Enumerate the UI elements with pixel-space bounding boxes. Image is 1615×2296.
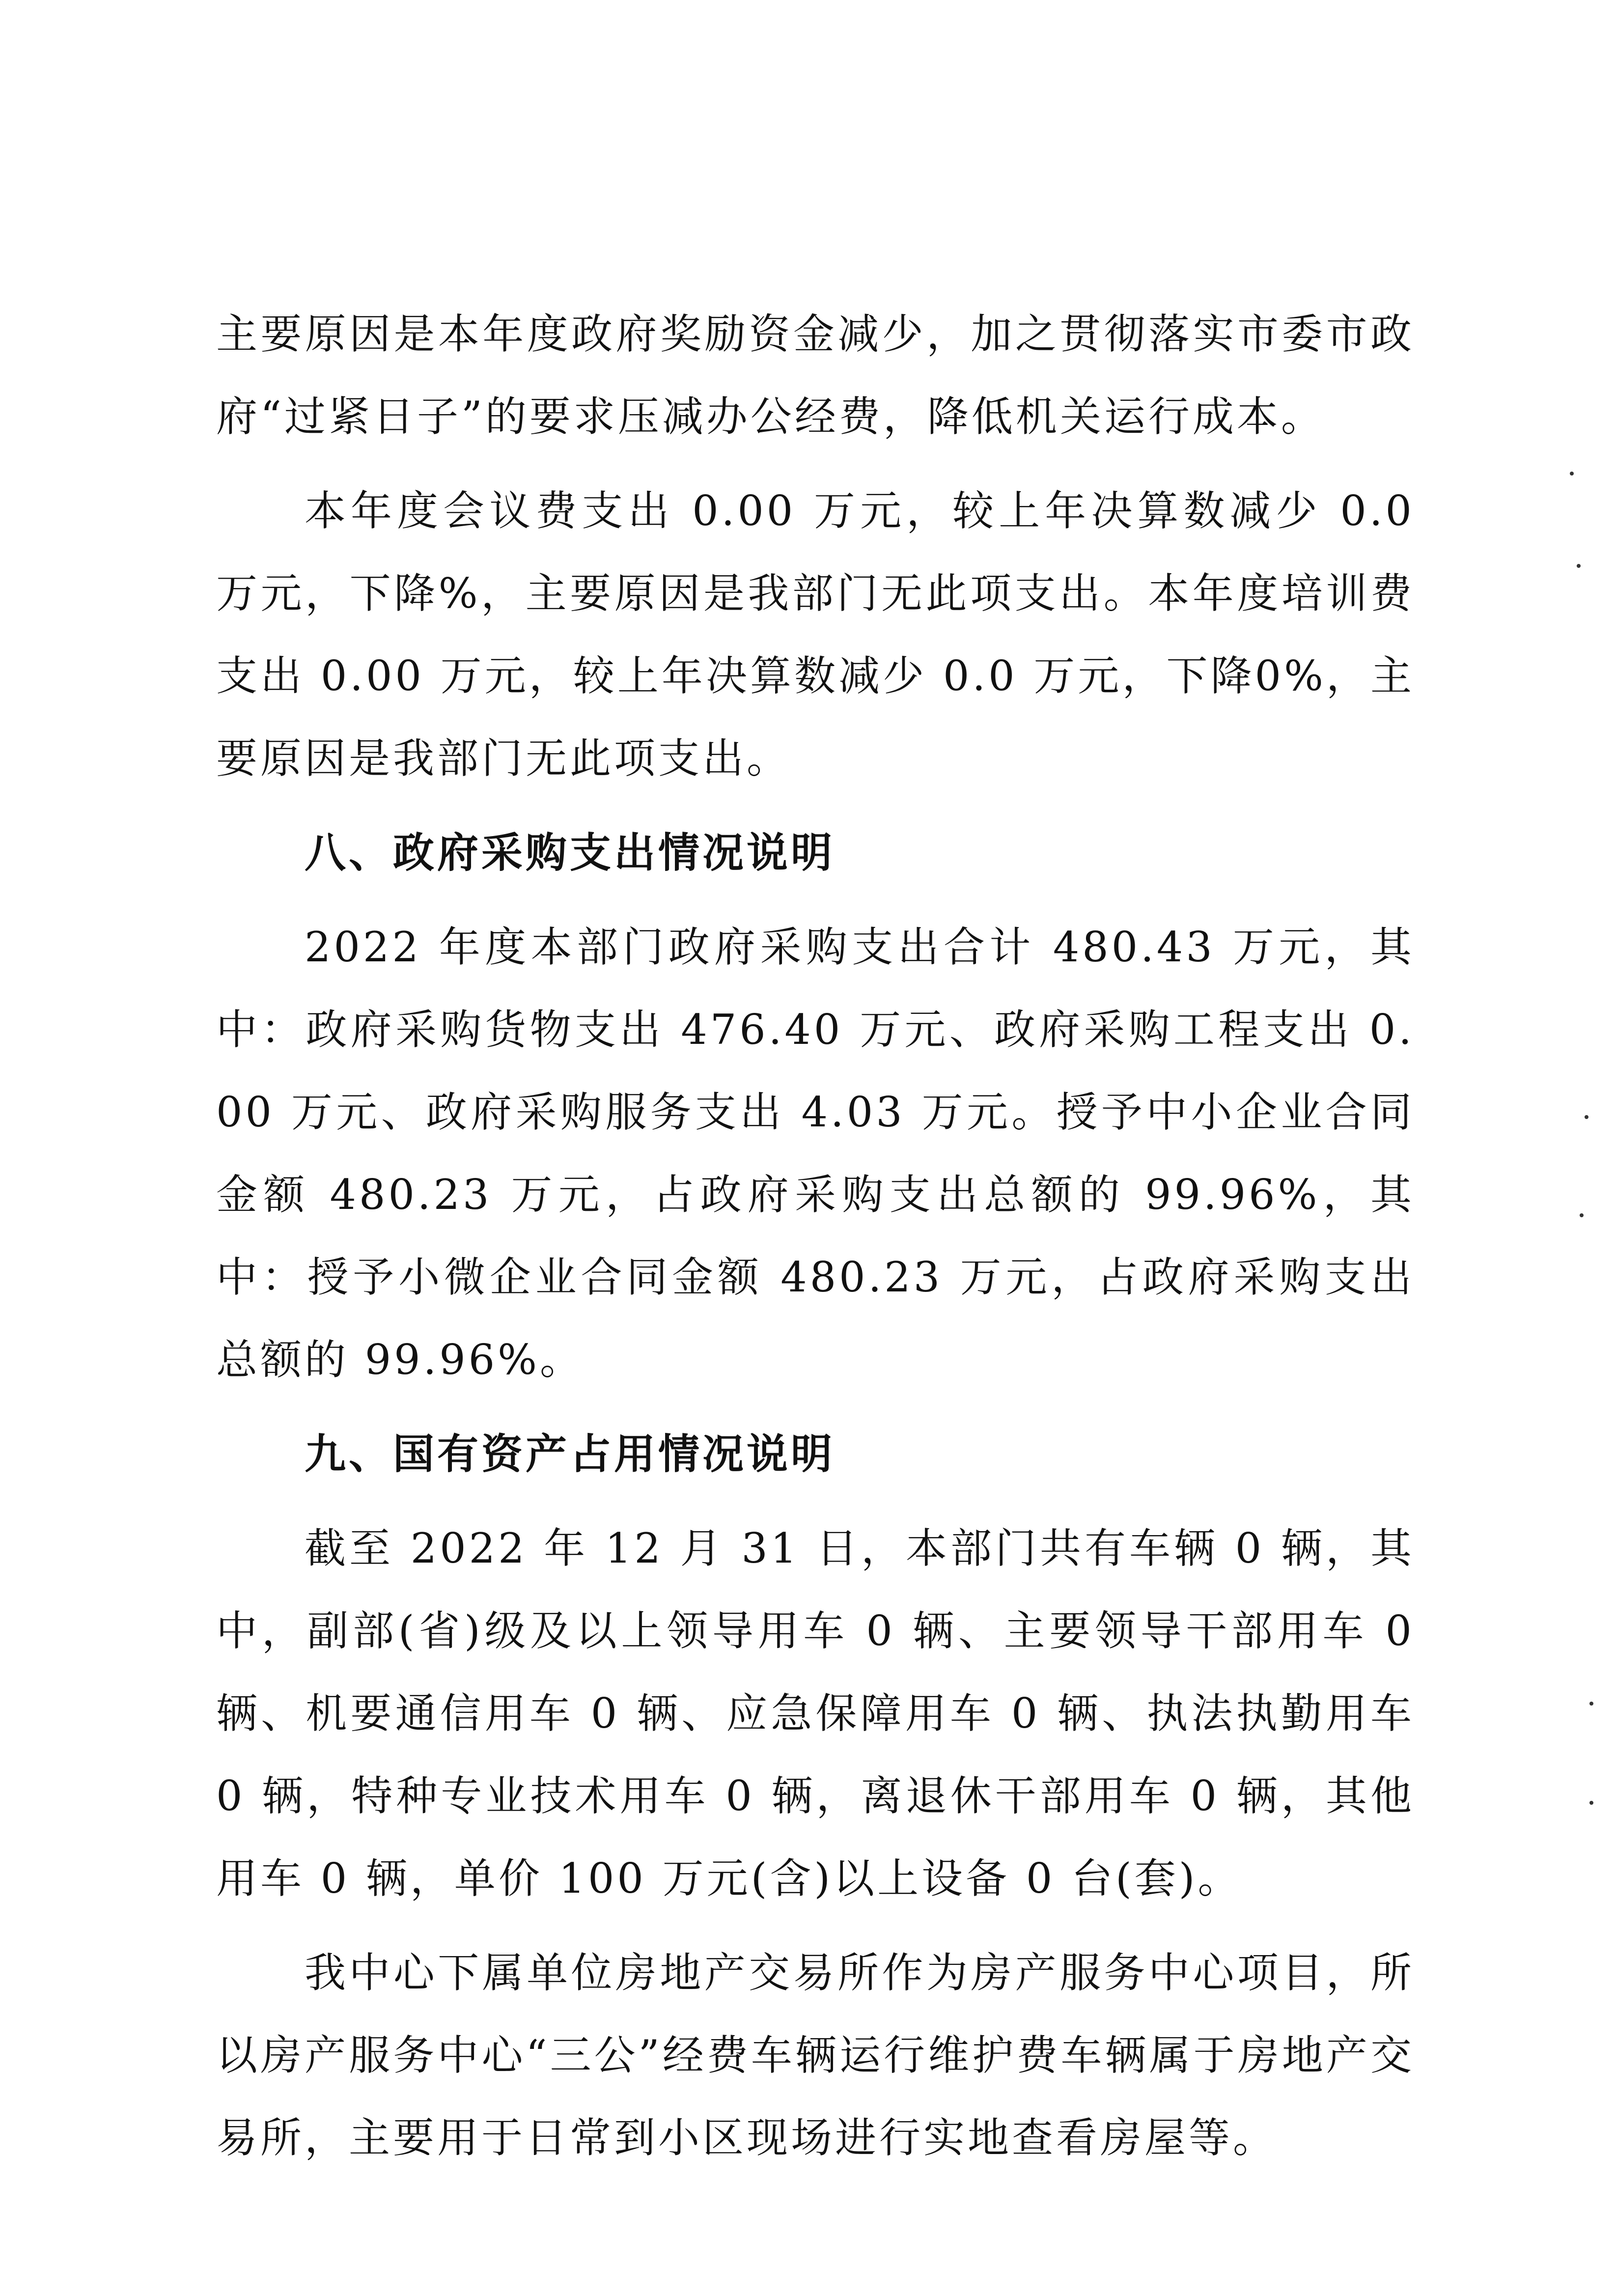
document-body (216, 293, 1415, 2179)
paragraph-meeting-training-fees: 本年度会议费支出 0.00 万元，较上年决算数减少 0.0 万元，下降%，主要原因是我部门无此项支出。本年度培训费支出 0.00 万元，较上年决算数减少 0.0 万元，下降0%，主要原因是我部门无此项支出。 (216, 487, 1415, 783)
scan-speck (1570, 472, 1574, 476)
scan-speck (1589, 1702, 1593, 1706)
paragraph-housing-center: 我中心下属单位房地产交易所作为房产服务中心项目，所以房产服务中心“三公”经费车辆运行维护费车辆属于房地产交易所，主要用于日常到小区现场进行实地查看房屋等。 (216, 1949, 1415, 2162)
scan-speck (1580, 1213, 1584, 1217)
scan-speck (1577, 564, 1581, 568)
paragraph-procurement: 2022 年度本部门政府采购支出合计 480.43 万元，其中：政府采购货物支出 476.40 万元、政府采购工程支出 0.00 万元、政府采购服务支出 4.03 万元。授予中小企业合同金额 480.23 万元，占政府采购支出总额的 99.96%，其中：授予小微企业合同金额 480.23 万元，占政府采购支出总额的 99.96%。 (216, 923, 1415, 1384)
section-heading-procurement: 八、政府采购支出情况说明 (305, 829, 835, 877)
scan-speck (1589, 1801, 1593, 1805)
section-heading-state-assets: 九、国有资产占用情况说明 (305, 1430, 835, 1478)
paragraph-continuation: 主要原因是本年度政府奖励资金减少，加之贯彻落实市委市政府“过紧日子”的要求压减办公经费，降低机关运行成本。 (216, 310, 1415, 441)
scan-speck (1585, 1115, 1588, 1119)
paragraph-vehicles: 截至 2022 年 12 月 31 日，本部门共有车辆 0 辆，其中，副部(省)级及以上领导用车 0 辆、主要领导干部用车 0 辆、机要通信用车 0 辆、应急保障用车 0 辆、执法执勤用车 0 辆，特种专业技术用车 0 辆，离退休干部用车 0 辆，其他用车 0 辆，单价 100 万元(含)以上设备 0 台(套)。 (216, 1524, 1415, 1903)
